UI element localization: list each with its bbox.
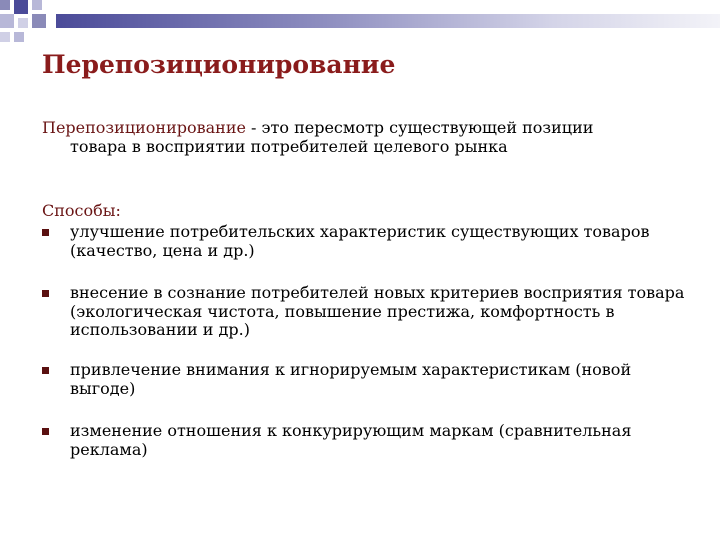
square-bullet-icon <box>42 367 49 374</box>
method-item <box>42 223 692 260</box>
definition-continuation: товара в восприятии потребителей целевого рынка <box>70 137 508 156</box>
definition-first-line <box>42 118 682 137</box>
method-text: изменение отношения к конкурирующим маркам (сравнительная реклама) <box>70 421 632 459</box>
definition-term: Перепозиционирование <box>42 118 246 137</box>
method-item <box>42 361 692 398</box>
definition-text: - это пересмотр существующей позиции <box>245 118 594 137</box>
slide-title: Перепозиционирование <box>42 50 396 79</box>
method-text: улучшение потребительских характеристик существующих товаров (качество, цена и др.) <box>70 222 650 260</box>
square-bullet-icon <box>42 290 49 297</box>
definition-paragraph <box>42 118 682 156</box>
square-bullet-icon <box>42 229 49 236</box>
header-gradient-band <box>56 14 720 28</box>
method-text: внесение в сознание потребителей новых критериев восприятия товара (экологическая чистота, повышение престижа, комфортность в использовании и др.) <box>70 283 685 339</box>
method-item <box>42 284 692 340</box>
method-text: привлечение внимания к игнорируемым характеристикам (новой выгоде) <box>70 360 632 398</box>
method-item <box>42 422 692 459</box>
square-bullet-icon <box>42 428 49 435</box>
corner-decoration <box>0 0 60 46</box>
methods-heading: Способы: <box>42 201 121 220</box>
